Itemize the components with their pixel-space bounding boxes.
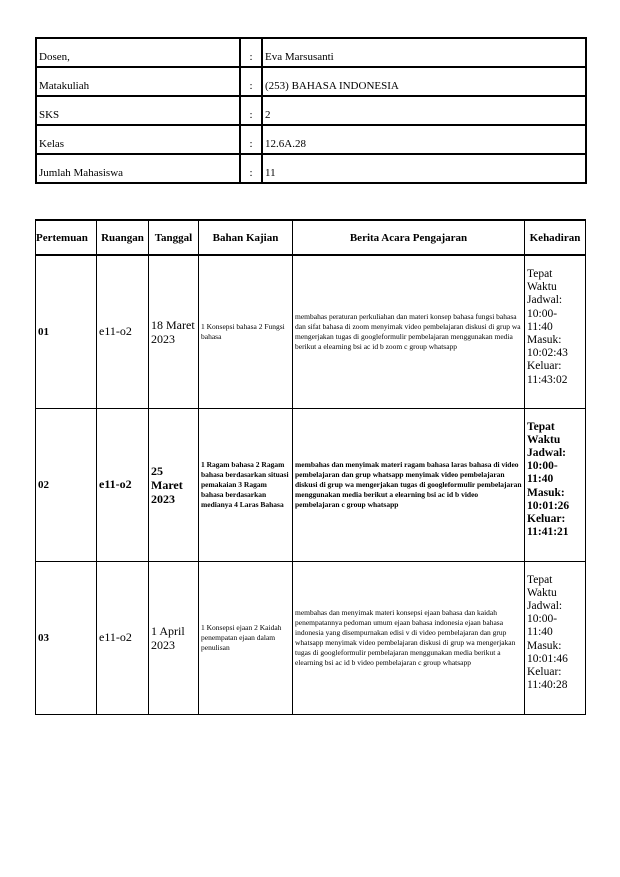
info-separator: : — [240, 67, 262, 96]
kehadiran-jadwal-end: 11:40 — [527, 320, 553, 333]
kehadiran-status: Tepat Waktu — [527, 573, 557, 599]
ruangan-cell: e11-o2 — [97, 408, 149, 561]
bahan-kajian-cell: 1 Ragam bahasa 2 Ragam bahasa berdasarkan situasi pemakaian 3 Ragam bahasa berdasarkan medianya 4 Laras Bahasa — [199, 408, 293, 561]
kehadiran-keluar-label: Keluar: — [527, 512, 566, 525]
kehadiran-cell — [525, 561, 586, 714]
info-row-dosen — [36, 38, 586, 67]
info-separator: : — [240, 125, 262, 154]
kehadiran-status: Tepat Waktu — [527, 268, 557, 294]
header-tanggal: Tanggal — [149, 220, 199, 255]
kehadiran-masuk-time: 10:02:43 — [527, 347, 568, 360]
kehadiran-keluar-time: 11:41:21 — [527, 526, 569, 539]
info-label: Kelas — [36, 125, 240, 154]
course-info-table — [35, 37, 587, 184]
kehadiran-jadwal-label: Jadwal: — [527, 446, 566, 459]
tanggal-cell: 1 April 2023 — [149, 561, 199, 714]
table-row — [36, 255, 586, 408]
table-row — [36, 561, 586, 714]
info-separator: : — [240, 38, 262, 67]
schedule-header-row — [36, 220, 586, 255]
kehadiran-keluar-time: 11:40:28 — [527, 679, 568, 692]
kehadiran-masuk-label: Masuk: — [527, 486, 565, 499]
kehadiran-jadwal-end: 11:40 — [527, 626, 553, 639]
tanggal-cell: 18 Maret 2023 — [149, 255, 199, 408]
berita-acara-cell: membahas dan menyimak materi konsepsi ejaan bahasa dan kaidah penempatannya pedoman umum ejaan bahasa indonesia ejaan bahasa indonesia yang disempurnakan edisi v di video pembelajaran dan grup whatsapp menyimak video pembelajaran diskusi di grup wa mengerjakan tugas di googleformulir pembelajaran menggunakan media berikut a elearning bsi ac id b video pembelajaran c group whatsapp — [293, 561, 525, 714]
pertemuan-cell: 03 — [36, 561, 97, 714]
info-separator: : — [240, 154, 262, 183]
info-value: 11 — [262, 154, 586, 183]
tanggal-cell: 25 Maret 2023 — [149, 408, 199, 561]
header-bahan-kajian: Bahan Kajian — [199, 220, 293, 255]
kehadiran-cell — [525, 408, 586, 561]
bahan-kajian-cell: 1 Konsepsi ejaan 2 Kaidah penempatan ejaan dalam penulisan — [199, 561, 293, 714]
info-label: SKS — [36, 96, 240, 125]
berita-acara-cell: membahas dan menyimak materi ragam bahasa laras bahasa di video pembelajaran dan grup whatsapp menyimak video pembelajaran diskusi di grup wa mengerjakan tugas di googleformulir pembelajaran menggunakan media berikut a elearning bsi ac id b video pembelajaran c group whatsapp — [293, 408, 525, 561]
info-label: Matakuliah — [36, 67, 240, 96]
info-label: Dosen, — [36, 38, 240, 67]
kehadiran-status: Tepat Waktu — [527, 420, 561, 446]
kehadiran-masuk-time: 10:01:46 — [527, 652, 568, 665]
ruangan-cell: e11-o2 — [97, 561, 149, 714]
info-value: (253) BAHASA INDONESIA — [262, 67, 586, 96]
schedule-table — [35, 219, 586, 715]
ruangan-cell: e11-o2 — [97, 255, 149, 408]
kehadiran-masuk-label: Masuk: — [527, 639, 562, 652]
header-pertemuan: Pertemuan — [36, 220, 97, 255]
info-separator: : — [240, 96, 262, 125]
info-row-jumlah-mahasiswa — [36, 154, 586, 183]
bahan-kajian-cell: 1 Konsepsi bahasa 2 Fungsi bahasa — [199, 255, 293, 408]
header-berita-acara: Berita Acara Pengajaran — [293, 220, 525, 255]
kehadiran-keluar-label: Keluar: — [527, 360, 562, 373]
table-row — [36, 408, 586, 561]
info-value: Eva Marsusanti — [262, 38, 586, 67]
kehadiran-jadwal-start: 10:00- — [527, 613, 558, 626]
info-row-sks — [36, 96, 586, 125]
kehadiran-jadwal-label: Jadwal: — [527, 599, 563, 612]
info-value: 2 — [262, 96, 586, 125]
berita-acara-cell: membahas peraturan perkuliahan dan materi konsep bahasa fungsi bahasa dan sifat bahasa di zoom menyimak video pembelajaran diskusi di grup wa mengerjakan tugas di googleformulir pembelajaran menggunakan media berikut a elearning bsi ac id b zoom c group whatsapp — [293, 255, 525, 408]
header-ruangan: Ruangan — [97, 220, 149, 255]
kehadiran-jadwal-start: 10:00- — [527, 307, 558, 320]
kehadiran-jadwal-end: 11:40 — [527, 473, 554, 486]
kehadiran-keluar-label: Keluar: — [527, 665, 562, 678]
pertemuan-cell: 02 — [36, 408, 97, 561]
kehadiran-masuk-label: Masuk: — [527, 334, 562, 347]
kehadiran-jadwal-label: Jadwal: — [527, 294, 563, 307]
kehadiran-cell — [525, 255, 586, 408]
info-row-kelas — [36, 125, 586, 154]
pertemuan-cell: 01 — [36, 255, 97, 408]
kehadiran-masuk-time: 10:01:26 — [527, 499, 570, 512]
info-value: 12.6A.28 — [262, 125, 586, 154]
info-label: Jumlah Mahasiswa — [36, 154, 240, 183]
kehadiran-keluar-time: 11:43:02 — [527, 373, 568, 386]
kehadiran-jadwal-start: 10:00- — [527, 460, 558, 473]
header-kehadiran: Kehadiran — [525, 220, 586, 255]
info-row-matakuliah — [36, 67, 586, 96]
